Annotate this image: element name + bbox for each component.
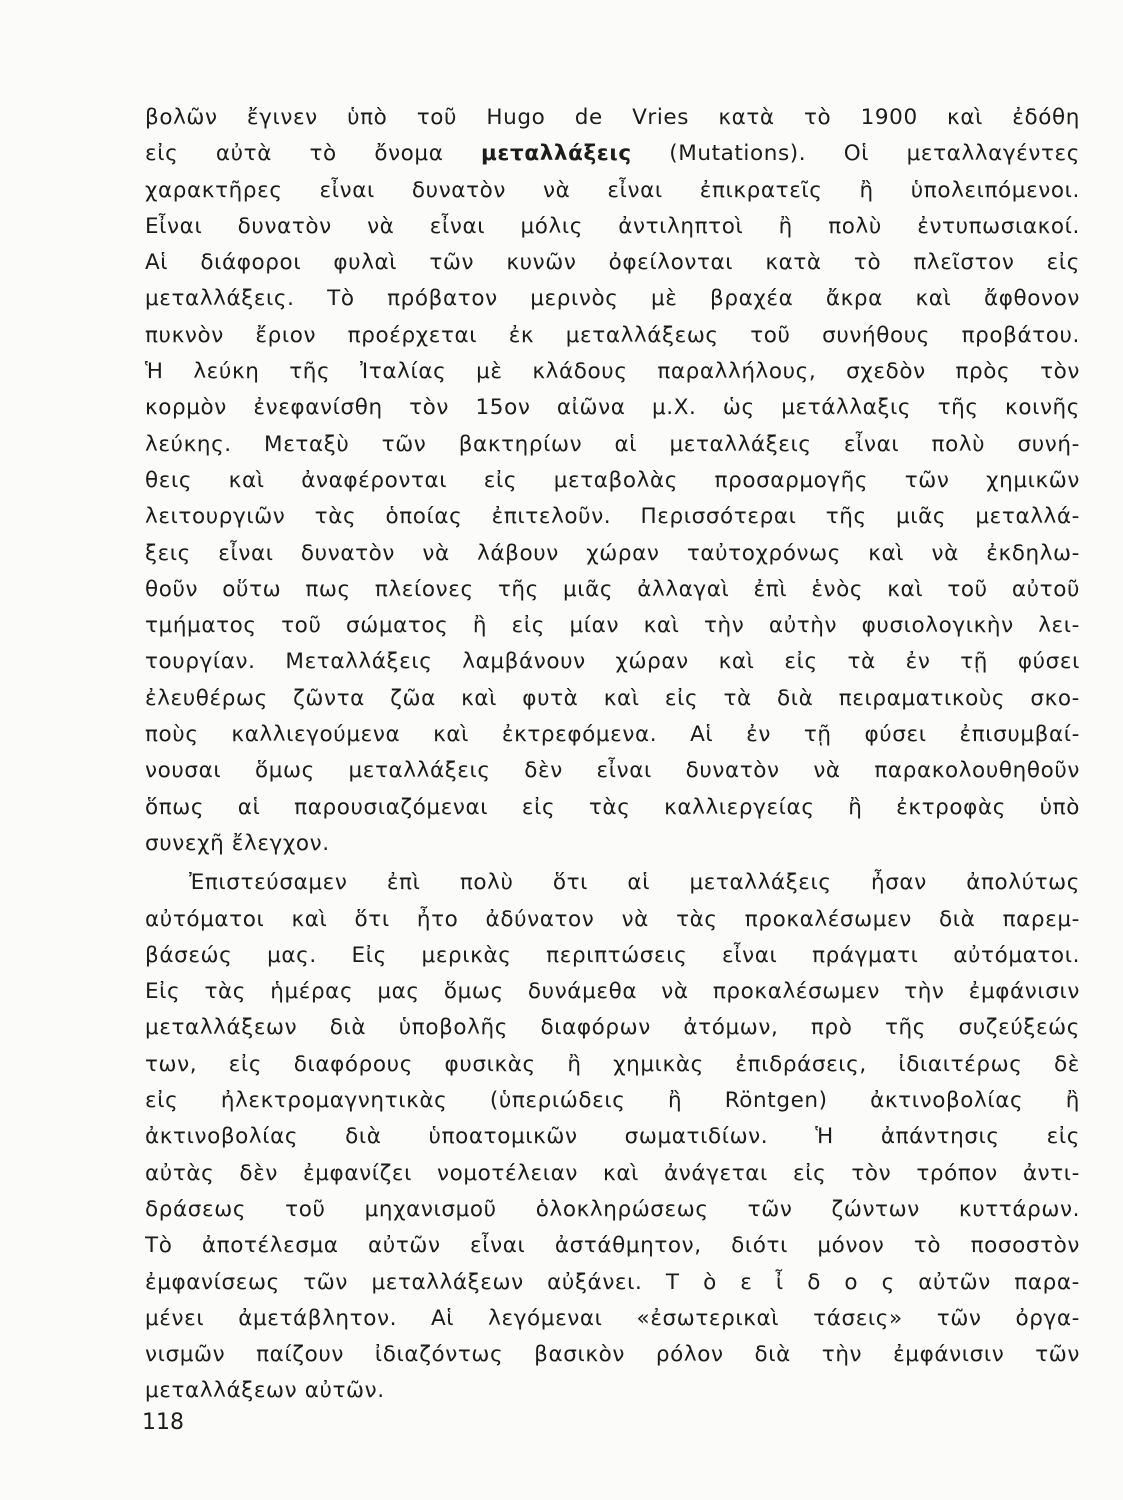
text-line: ποὺς καλλιεγούμενα καὶ ἐκτρεφόμενα. Αἱ ἐν τῇ φύσει ἐπισυμβαί-: [145, 722, 1080, 748]
text-line: μεταλλάξεις. Τὸ πρόβατον μερινὸς μὲ βραχέα ἄκρα καὶ ἄφθονον: [145, 286, 1080, 312]
text-line: πυκνὸν ἔριον προέρχεται ἐκ μεταλλάξεως τοῦ συνήθους προβάτου.: [145, 322, 1080, 348]
page-number: 118: [142, 1410, 184, 1435]
bold-term: μεταλλάξεις: [481, 141, 632, 167]
text-line: ξεις εἶναι δυνατὸν νὰ λάβουν χώραν ταὐτοχρόνως καὶ νὰ ἐκδηλω-: [145, 540, 1080, 566]
text-line: νουσαι ὅμως μεταλλάξεις δὲν εἶναι δυνατὸν νὰ παρακολουθηθοῦν: [145, 758, 1080, 784]
text-line: θοῦν οὕτω πως πλείονες τῆς μιᾶς ἀλλαγαὶ ἐπὶ ἑνὸς καὶ τοῦ αὐτοῦ: [145, 576, 1080, 602]
text-line: εἰς ἠλεκτρομαγνητικὰς (ὑπεριώδεις ἢ Röntgen) ἀκτινοβολίας ἢ: [145, 1088, 1080, 1114]
text-line: μένει ἀμετάβλητον. Αἱ λεγόμεναι «ἐσωτερικαὶ τάσεις» τῶν ὀργα-: [145, 1305, 1080, 1331]
text-line: Τὸ ἀποτέλεσμα αὐτῶν εἶναι ἀστάθμητον, διότι μόνον τὸ ποσοστὸν: [145, 1233, 1080, 1259]
text-line: μεταλλάξεων διὰ ὑποβολῆς διαφόρων ἀτόμων, πρὸ τῆς συζεύξεώς: [145, 1015, 1080, 1041]
text-line: [145, 136, 1080, 172]
text-line: μεταλλάξεων αὐτῶν.: [145, 1378, 385, 1404]
text-line: αὐτὰς δὲν ἐμφανίζει νομοτέλειαν καὶ ἀνάγεται εἰς τὸν τρόπον ἀντι-: [145, 1160, 1080, 1186]
text-line: θεις καὶ ἀναφέρονται εἰς μεταβολὰς προσαρμογῆς τῶν χημικῶν: [145, 467, 1080, 493]
text-line: τουργίαν. Μεταλλάξεις λαμβάνουν χώραν καὶ εἰς τὰ ἐν τῇ φύσει: [145, 649, 1080, 675]
text-line: Εἰς τὰς ἡμέρας μας ὅμως δυνάμεθα νὰ προκαλέσωμεν τὴν ἐμφάνισιν: [145, 979, 1080, 1005]
text-line: βάσεώς μας. Εἰς μερικὰς περιπτώσεις εἶναι πράγματι αὐτόματοι.: [145, 942, 1080, 968]
body-text: [145, 100, 1080, 1410]
text-line: νισμῶν παίζουν ἰδιαζόντως βασικὸν ρόλον διὰ τὴν ἐμφάνισιν τῶν: [145, 1342, 1080, 1368]
text-line: Εἶναι δυνατὸν νὰ εἶναι μόλις ἀντιληπτοὶ ἢ πολὺ ἐντυπωσιακοί.: [145, 213, 1080, 239]
text-line: τμήματος τοῦ σώματος ἢ εἰς μίαν καὶ τὴν αὐτὴν φυσιολογικὴν λει-: [145, 613, 1080, 639]
text-line: αὐτόματοι καὶ ὅτι ἦτο ἀδύνατον νὰ τὰς προκαλέσωμεν διὰ παρεμ-: [145, 906, 1080, 932]
text-line: ὅπως αἱ παρουσιαζόμεναι εἰς τὰς καλλιεργείας ἢ ἐκτροφὰς ὑπὸ: [145, 794, 1080, 820]
text-line: βολῶν ἔγινεν ὑπὸ τοῦ Hugo de Vries κατὰ τὸ 1900 καὶ ἐδόθη: [145, 105, 1080, 130]
text-line: ἐλευθέρως ζῶντα ζῶα καὶ φυτὰ καὶ εἰς τὰ διὰ πειραματικοὺς σκο-: [145, 685, 1080, 711]
text-line: Ἡ λεύκη τῆς Ἰταλίας μὲ κλάδους παραλλήλους, σχεδὸν πρὸς τὸν: [145, 359, 1080, 385]
text-line-prefix: εἰς αὐτὰ τὸ ὄνομα: [145, 141, 482, 167]
text-line: χαρακτῆρες εἶναι δυνατὸν νὰ εἶναι ἐπικρατεῖς ἢ ὑπολειπόμενοι.: [145, 177, 1080, 203]
text-line: των, εἰς διαφόρους φυσικὰς ἢ χημικὰς ἐπιδράσεις, ἰδιαιτέρως δὲ: [145, 1051, 1080, 1077]
text-line: κορμὸν ἐνεφανίσθη τὸν 15ον αἰῶνα μ.Χ. ὡς μετάλλαξις τῆς κοινῆς: [145, 395, 1080, 421]
text-line: λεύκης. Μεταξὺ τῶν βακτηρίων αἱ μεταλλάξεις εἶναι πολὺ συνή-: [145, 431, 1080, 457]
text-line: λειτουργιῶν τὰς ὁποίας ἐπιτελοῦν. Περισσότεραι τῆς μιᾶς μεταλλά-: [145, 504, 1080, 530]
text-line: ἀκτινοβολίας διὰ ὑποατομικῶν σωματιδίων. Ἡ ἀπάντησις εἰς: [145, 1124, 1080, 1150]
text-line: δράσεως τοῦ μηχανισμοῦ ὁλοκληρώσεως τῶν ζώντων κυττάρων.: [145, 1196, 1080, 1222]
text-line: ἐμφανίσεως τῶν μεταλλάξεων αὐξάνει. Τ ὸ ε ἶ δ ο ς αὐτῶν παρα-: [145, 1269, 1080, 1295]
text-line-suffix: (Mutations). Οἱ μεταλλαγέντες: [669, 141, 1080, 167]
text-line: συνεχῆ ἔλεγχον.: [145, 830, 330, 856]
text-line: Αἱ διάφοροι φυλαὶ τῶν κυνῶν ὀφείλονται κατὰ τὸ πλεῖστον εἰς: [145, 250, 1080, 276]
paragraph-start-line: Ἐπιστεύσαμεν ἐπὶ πολὺ ὅτι αἱ μεταλλάξεις ἦσαν ἀπολύτως: [189, 870, 1080, 896]
